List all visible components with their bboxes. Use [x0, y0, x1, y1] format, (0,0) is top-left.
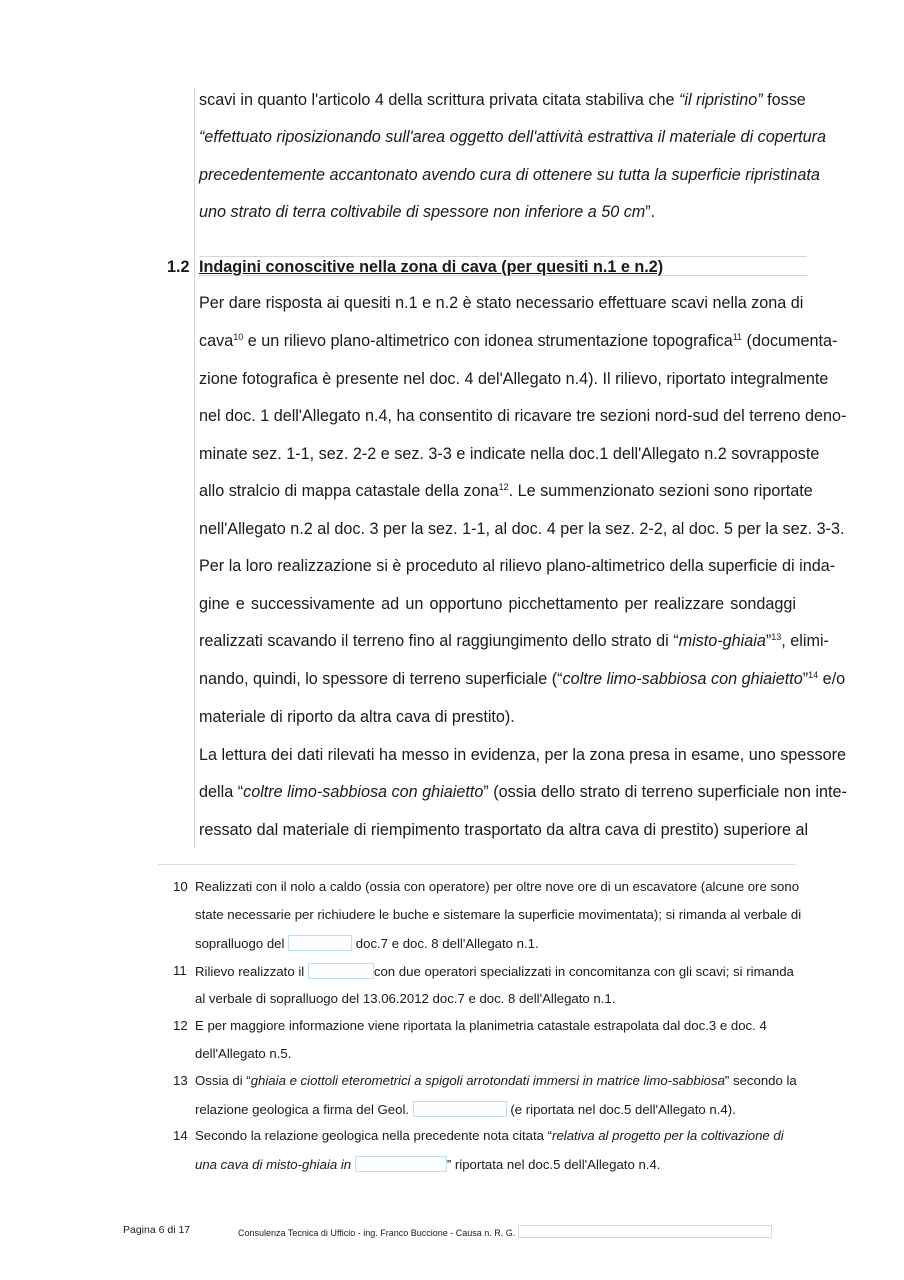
footer-text: Consulenza Tecnica di Ufficio - ing. Franco Buccione - Causa n. R. G.	[238, 1225, 772, 1238]
footnote-line: una cava di misto-ghiaia in ” riportata nel doc.5 dell'Allegato n.4.	[195, 1157, 661, 1172]
footnote-line: relazione geologica a firma del Geol. (e riportata nel doc.5 dell'Allegato n.4).	[195, 1102, 736, 1117]
footnote-number: 14	[173, 1128, 188, 1143]
body-line: minate sez. 1-1, sez. 2-2 e sez. 3-3 e indicate nella doc.1 dell'Allegato n.2 sovrapposte	[199, 445, 820, 463]
footnote-line: E per maggiore informazione viene riportata la planimetria catastale estrapolata dal doc.3 e doc. 4	[195, 1018, 767, 1033]
page-number: Pagina 6 di 17	[123, 1224, 191, 1236]
body-line: realizzati scavando il terreno fino al raggiungimento dello strato di “misto-ghiaia”$^{13}$, elimi-	[199, 632, 829, 650]
footnote-number: 11	[173, 963, 187, 978]
section-number: 1.2	[167, 258, 190, 276]
footnote-separator	[158, 864, 796, 865]
body-line: cava$^{10}$ e un rilievo plano-altimetrico con idonea strumentazione topografica$^{11}$ (documenta-	[199, 332, 838, 350]
footnote-number: 12	[173, 1018, 188, 1033]
redacted-date	[288, 935, 352, 951]
redacted-location	[355, 1156, 447, 1172]
body-line: Per la loro realizzazione si è proceduto al rilievo plano-altimetrico della superficie di inda-	[199, 557, 836, 575]
body-line: Per dare risposta ai quesiti n.1 e n.2 è stato necessario effettuare scavi nella zona di	[199, 294, 804, 312]
body-line: materiale di riporto da altra cava di prestito).	[199, 708, 515, 726]
section-title: Indagini conoscitive nella zona di cava (per quesiti n.1 e n.2)	[199, 258, 664, 276]
body-line: precedentemente accantonato avendo cura di ottenere su tutta la superficie ripristinata	[199, 166, 820, 184]
footnote-line: Ossia di “ghiaia e ciottoli eterometrici a spigoli arrotondati immersi in matrice limo-sabbiosa” secondo la	[195, 1073, 797, 1088]
footnote-ref[interactable]: 10	[233, 332, 244, 342]
footnote-line: dell'Allegato n.5.	[195, 1046, 292, 1061]
body-line: La lettura dei dati rilevati ha messo in evidenza, per la zona presa in esame, uno spessore	[199, 746, 846, 764]
footnote-ref[interactable]: 11	[732, 332, 743, 342]
body-line: zione fotografica è presente nel doc. 4 del'Allegato n.4). Il rilievo, riportato integralmente	[199, 370, 829, 388]
footnote-line: Realizzati con il nolo a caldo (ossia con operatore) per oltre nove ore di un escavatore (alcune ore sono	[195, 879, 800, 894]
body-line: nel doc. 1 dell'Allegato n.4, ha consentito di ricavare tre sezioni nord-sud del terreno deno-	[199, 407, 847, 425]
footnote-ref[interactable]: 14	[808, 670, 819, 680]
redacted-date	[308, 963, 374, 979]
redacted-case-number	[518, 1225, 772, 1238]
body-line: uno strato di terra coltivabile di spessore non inferiore a 50 cm”.	[199, 203, 656, 221]
body-line: della “coltre limo-sabbiosa con ghiaietto” (ossia dello strato di terreno superficiale non inte-	[199, 783, 847, 801]
footnote-ref[interactable]: 12	[498, 482, 509, 492]
body-line: nell'Allegato n.2 al doc. 3 per la sez. 1-1, al doc. 4 per la sez. 2-2, al doc. 5 per la sez. 3-3.	[199, 520, 845, 538]
body-line: “effettuato riposizionando sull'area oggetto dell'attività estrattiva il materiale di copertura	[199, 128, 827, 146]
body-line: ressato dal materiale di riempimento trasportato da altra cava di prestito) superiore al	[199, 821, 809, 839]
footnote-line: Rilievo realizzato il con due operatori specializzati in concomitanza con gli scavi; si rimanda	[195, 964, 794, 979]
footnote-line: state necessarie per richiudere le buche e sistemare la superficie movimentata); si rimanda al verbale di	[195, 907, 802, 922]
footnote-line: sopralluogo del doc.7 e doc. 8 dell'Allegato n.1.	[195, 936, 539, 951]
body-line: scavi in quanto l'articolo 4 della scrittura privata citata stabiliva che “il ripristino” fosse	[199, 91, 806, 109]
footnote-line: Secondo la relazione geologica nella precedente nota citata “relativa al progetto per la coltivazione di	[195, 1128, 784, 1143]
body-line: gine e successivamente ad un opportuno picchettamento per realizzare sondaggi	[199, 595, 796, 613]
left-margin-rule	[194, 88, 195, 848]
footnote-number: 13	[173, 1073, 188, 1088]
body-line: nando, quindi, lo spessore di terreno superficiale (“coltre limo-sabbiosa con ghiaietto”$^{14}$ e/o	[199, 670, 846, 688]
body-line: allo stralcio di mappa catastale della zona$^{12}$. Le summenzionato sezioni sono riportate	[199, 482, 813, 500]
redacted-name	[413, 1101, 507, 1117]
footnote-number: 10	[173, 879, 188, 894]
footnote-ref[interactable]: 13	[771, 632, 782, 642]
footnote-line: al verbale di sopralluogo del 13.06.2012 doc.7 e doc. 8 dell'Allegato n.1.	[195, 991, 616, 1006]
